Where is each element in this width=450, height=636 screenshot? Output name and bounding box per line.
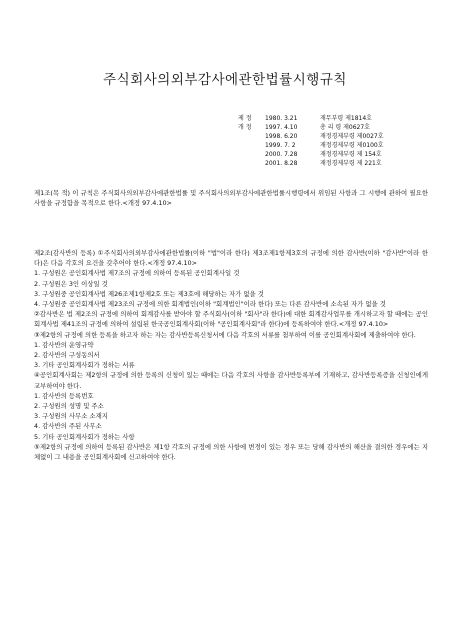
- list-item: 3. 구성원중 공인회계사법 제26조제1항제2호 또는 제3호에 해당하는 자가 없을 것: [34, 289, 264, 298]
- history-date: 2001. 8.28: [265, 160, 298, 167]
- history-decree: 재정경제부령 제 154호: [320, 151, 382, 158]
- history-decree: 총 리 령 제0627호: [320, 124, 370, 131]
- article-2: [34, 248, 428, 462]
- history-decree: 재정경제부령 제 221호: [320, 160, 382, 167]
- history-date: 2000. 7.28: [265, 151, 298, 158]
- list-item: 3. 기타 공인회계사회가 정하는 서류: [34, 361, 135, 370]
- history-decree: 재정경제부령 제0100호: [320, 142, 384, 149]
- list-item: 2. 구성원은 3인 이상일 것: [34, 279, 108, 288]
- article-1-text: 제1조(목 적) 이 규칙은 주식회사의외부감사에관한법률 및 주식회사의외부감사에관한법률시행령에서 위임된 사항과 그 시행에 관하여 필요한 사항을 규정함을 목적으로 한다.<개정 97.4.10>: [34, 189, 428, 208]
- list-item: 4. 구성원중 공인회계사법 제23조의 규정에 의한 회계법인(이하 "회계법인"이라 한다) 또는 다른 감사반에 소속된 자가 없을 것: [34, 300, 386, 309]
- history-label: 개 정: [238, 124, 252, 131]
- list-item: 2. 감사반의 구성동의서: [34, 351, 100, 360]
- history-decree: 재정경제부령 제0027호: [320, 133, 384, 140]
- paragraph-2: ②감사반은 법 제2조의 규정에 의하여 회계감사를 받아야 할 주식회사(이하 "회사"라 한다)에 대한 회계감사업무를 개시하고자 할 때에는 공인회계사법 제41조의 규정에 의하여 설립된 한국공인회계사회(이하 "공인회계사회"라 한다)에 등록하여야 한다.<개정 97.4.10>: [34, 310, 428, 329]
- history-date: 1997. 4.10: [265, 124, 298, 131]
- paragraph-5: ⑤제2항의 규정에 의하여 등록된 감사반은 제1항 각호의 규정에 의한 사항에 변경이 있는 경우 또는 당해 감사반의 해산을 결의한 경우에는 지체없이 그 내용을 공인회계사회에 신고하여야 한다.: [34, 442, 428, 462]
- list-item: 1. 구성원은 공인회계사법 제7조의 규정에 의하여 등록된 공인회계사일 것: [34, 269, 240, 278]
- history-label: 제 정: [238, 115, 252, 122]
- history-date: 1980. 3.21: [265, 115, 298, 122]
- paragraph-4: ④공인회계사회는 제2항의 규정에 의한 등록의 신청이 있는 때에는 다음 각호의 사항을 감사반등록부에 기재하고, 감사반등록증을 신청인에게 교부하여야 한다.: [34, 371, 428, 390]
- article-1: [34, 188, 428, 208]
- paragraph-3: ③제2항의 규정에 의한 등록을 하고자 하는 자는 감사반등록신청서에 다음 각호의 서류를 첨부하여 이를 공인회계사회에 제출하여야 한다.: [34, 330, 416, 339]
- list-item: 4. 감사반의 주된 사무소: [34, 422, 102, 431]
- document-title: 주식회사의외부감사에관한법률시행규칙: [103, 72, 347, 88]
- history-date: 1999. 7. 2: [265, 142, 296, 149]
- list-item: 1. 감사반의 등록번호: [34, 391, 94, 400]
- article-2-intro: 제2조(감사반의 등록) ①주식회사의외부감사에관한법률(이하 "법"이라 한다) 제3조제1항제3호의 규정에 의한 감사반(이하 "감사반"이라 한다)은 다음 각호의 요건을 갖추어야 한다.<개정 97.4.10>: [34, 249, 428, 268]
- list-item: 3. 구성원의 사무소 소재지: [34, 412, 108, 421]
- list-item: 5. 기타 공인회계사회가 정하는 사항: [34, 432, 135, 441]
- history-date: 1998. 6.20: [265, 133, 298, 140]
- history-decree: 재무부령 제1814호: [320, 115, 372, 122]
- list-item: 2. 구성원의 성명 및 주소: [34, 402, 104, 411]
- list-item: 1. 감사반의 운영규약: [34, 340, 94, 349]
